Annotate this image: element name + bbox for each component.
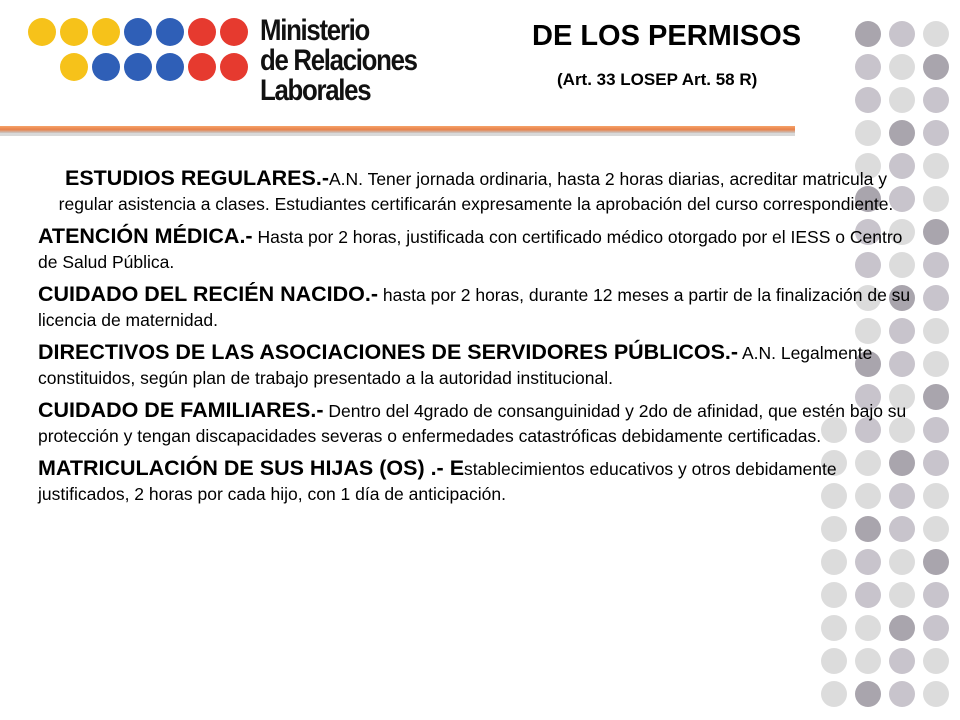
decor-dot (855, 648, 881, 674)
permission-item (38, 340, 914, 391)
permission-heading: ESTUDIOS REGULARES.- (64, 166, 329, 190)
decor-dot (855, 516, 881, 542)
decor-dot (923, 483, 949, 509)
decor-dot (855, 54, 881, 80)
logo-line-1: Ministerio (260, 14, 369, 47)
decor-dot (889, 54, 915, 80)
ministry-logo (28, 14, 417, 116)
decor-dot (889, 120, 915, 146)
logo-dot (188, 18, 216, 46)
decor-dot (923, 252, 949, 278)
permission-text: A.N. Legalmente constituidos, según plan de trabajo presentado a la autoridad institucional. (38, 343, 873, 388)
decor-dot (855, 120, 881, 146)
logo-line-2: de Relaciones (260, 44, 417, 77)
permission-item (38, 456, 914, 507)
decor-dot (889, 648, 915, 674)
decor-dot (923, 351, 949, 377)
logo-dot (124, 53, 152, 81)
page-title: DE LOS PERMISOS (532, 20, 802, 52)
permission-heading: CUIDADO DE FAMILIARES.- (38, 398, 324, 422)
permission-heading: DIRECTIVOS DE LAS ASOCIACIONES DE SERVIDORES PÚBLICOS.- (38, 340, 739, 364)
logo-wordmark (260, 16, 417, 106)
logo-dot (60, 18, 88, 46)
decor-dot (889, 21, 915, 47)
decor-dot (821, 516, 847, 542)
header-divider (0, 126, 795, 133)
decor-dot (923, 648, 949, 674)
decor-dot (889, 87, 915, 113)
decor-dot (855, 582, 881, 608)
decor-dot (923, 681, 949, 707)
decor-dot (889, 549, 915, 575)
logo-dot (156, 53, 184, 81)
decor-dot (923, 219, 949, 245)
decor-dot (889, 516, 915, 542)
page-subtitle: (Art. 33 LOSEP Art. 58 R) (557, 70, 758, 89)
logo-dot (92, 53, 120, 81)
decor-dot (855, 21, 881, 47)
logo-dot (124, 18, 152, 46)
decor-dot (821, 648, 847, 674)
permissions-list (38, 166, 914, 514)
decor-dot (855, 615, 881, 641)
decor-dot (923, 87, 949, 113)
logo-dot (188, 53, 216, 81)
permission-heading: ATENCIÓN MÉDICA.- (38, 224, 253, 248)
permission-item (38, 398, 914, 449)
logo-dot (220, 18, 248, 46)
decor-dot (821, 681, 847, 707)
permission-text: Hasta por 2 horas, justificada con certificado médico otorgado por el IESS o Centro de Salud Pública. (38, 227, 903, 272)
decor-dot (889, 582, 915, 608)
decor-dot (889, 615, 915, 641)
decor-dot (821, 549, 847, 575)
permission-text: stablecimientos educativos y otros debidamente justificados, 2 horas por cada hijo, con 1 día de anticipación. (38, 459, 837, 504)
decor-dot (923, 318, 949, 344)
permission-heading: CUIDADO DEL RECIÉN NACIDO.- (38, 282, 379, 306)
decor-dot (923, 549, 949, 575)
logo-dot (156, 18, 184, 46)
logo-dot (60, 53, 88, 81)
decor-dot (923, 417, 949, 443)
decor-dot (855, 87, 881, 113)
decor-dot (923, 516, 949, 542)
decor-dot (855, 681, 881, 707)
decor-dot (923, 54, 949, 80)
permission-text: A.N. Tener jornada ordinaria, hasta 2 horas diarias, acreditar matricula y regular asistencia a clases. Estudiantes certificarán expresamente la aprobación del curso correspondiente. (58, 169, 894, 214)
logo-dot (28, 18, 56, 46)
decor-dot (923, 285, 949, 311)
logo-line-3: Laborales (260, 74, 371, 107)
decor-dot (923, 384, 949, 410)
decor-dot (923, 153, 949, 179)
decor-dot (855, 549, 881, 575)
permission-item (38, 282, 914, 333)
logo-dot (220, 53, 248, 81)
permission-item (38, 166, 914, 217)
decor-dot (821, 615, 847, 641)
decor-dot (923, 450, 949, 476)
permission-text: Dentro del 4grado de consanguinidad y 2do de afinidad, que estén bajo su protección y tengan discapacidades severas o enfermedades catastróficas debidamente certificadas. (38, 401, 907, 446)
decor-dot (923, 582, 949, 608)
decor-dot (889, 681, 915, 707)
permission-text: hasta por 2 horas, durante 12 meses a partir de la finalización de su licencia de maternidad. (38, 285, 911, 330)
decor-dot (923, 615, 949, 641)
header-divider-shadow (0, 133, 795, 136)
decor-dot (923, 21, 949, 47)
permission-heading: MATRICULACIÓN DE SUS HIJAS (OS) .- E (38, 456, 465, 480)
logo-dot (92, 18, 120, 46)
decor-dot (923, 186, 949, 212)
decor-dot (821, 582, 847, 608)
permission-item (38, 224, 914, 275)
decor-dot (923, 120, 949, 146)
